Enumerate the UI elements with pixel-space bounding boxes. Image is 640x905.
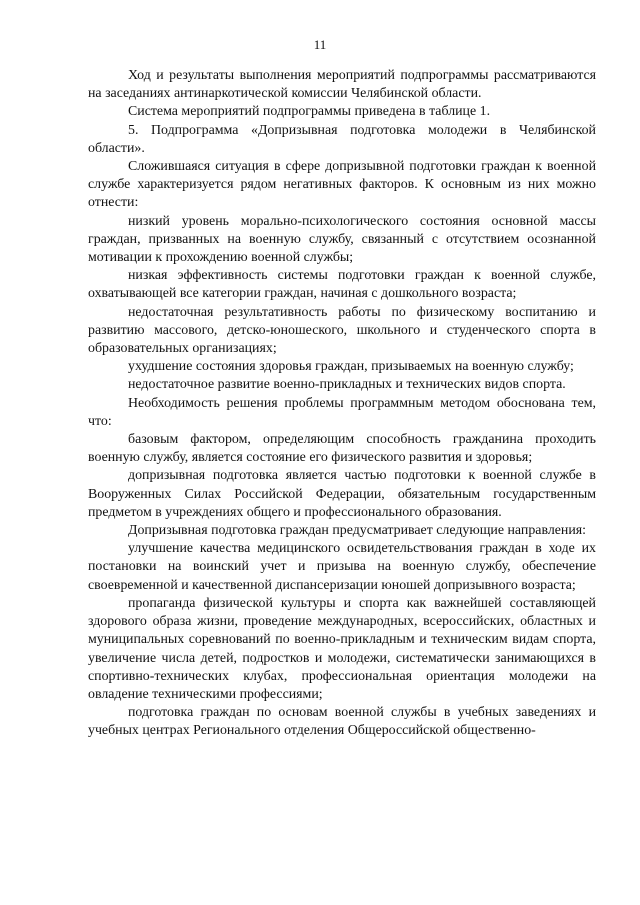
list-item: недостаточное развитие военно-прикладных и технических видов спорта. [128, 377, 566, 393]
document-body [88, 67, 596, 741]
list-item: допризывная подготовка является частью подготовки к военной службе в Вооруженных Силах Российской Федерации, обязательным государственным предметом в учреждениях общего и профессионального образования. [88, 468, 596, 520]
section-heading: 5. Подпрограмма «Допризывная подготовка молодежи в Челябинской области». [88, 122, 596, 156]
list-item: недостаточная результативность работы по физическому воспитанию и развитию массового, детско-юношеского, школьного и студенческого спорта в образовательных организациях; [88, 304, 596, 357]
paragraph: Допризывная подготовка граждан предусматривает следующие направления: [128, 523, 587, 539]
paragraph: Необходимость решения проблемы программным методом обоснована тем, что: [88, 395, 596, 429]
list-item: низкий уровень морально-психологического состояния основной массы граждан, призванных на военную службу, связанный с отсутствием осознанной мотивации к прохождению военной службы; [88, 213, 596, 266]
list-item: базовым фактором, определяющим способность гражданина проходить военную службу, является состояние его физического развития и здоровья; [88, 432, 596, 466]
paragraph: Ход и результаты выполнения мероприятий подпрограммы рассматриваются на заседаниях антинаркотической комиссии Челябинской области. [88, 68, 596, 102]
list-item: низкая эффективность системы подготовки граждан к военной службе, охватывающей все категории граждан, начиная с дошкольного возраста; [88, 268, 596, 302]
paragraph: Система мероприятий подпрограммы приведена в таблице 1. [128, 104, 491, 120]
page-number: 11 [313, 37, 327, 52]
list-item: улучшение качества медицинского освидетельствования граждан в ходе их постановки на воинский учет и призыва на военную службу, обеспечение своевременной и качественной диспансеризации юношей допризывного возраста; [88, 541, 596, 593]
list-item: подготовка граждан по основам военной службы в учебных заведениях и учебных центрах Регионального отделения Общероссийской общественно- [88, 705, 596, 739]
list-item: ухудшение состояния здоровья граждан, призываемых на военную службу; [128, 359, 574, 375]
paragraph: Сложившаяся ситуация в сфере допризывной подготовки граждан к военной службе характеризуется рядом негативных факторов. К основным из них можно отнести: [88, 159, 596, 211]
list-item: пропаганда физической культуры и спорта как важнейшей составляющей здорового образа жизни, проведение международных, всероссийских, областных и муниципальных соревнований по военно-прикладным и техническим видам спорта, увеличение числа детей, подростков и молодежи, систематически занимающихся в спортивно-технических клубах, профессиональная ориентация молодежи на овладение техническими профессиями; [88, 595, 596, 702]
